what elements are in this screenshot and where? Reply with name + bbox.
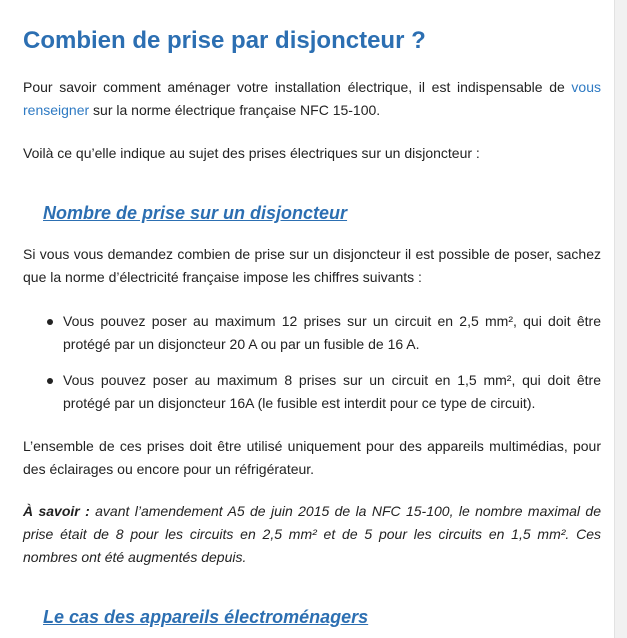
intro-text-after: sur la norme électrique française NFC 15-100. (89, 102, 381, 118)
note-text: avant l’amendement A5 de juin 2015 de la NFC 15-100, le nombre maximal de prise était de 8 pour les circuits en 2,5 mm² et de 5 pour les circuits en 1,5 mm². Ces nombres ont été augmentés depuis. (23, 503, 601, 565)
list-item-text: Vous pouvez poser au maximum 12 prises sur un circuit en 2,5 mm², qui doit être protégé par un disjoncteur 20 A ou par un fusible de 16 A. (63, 313, 601, 352)
note-label: À savoir : (23, 503, 90, 519)
renseigner-link[interactable]: vous renseigner (23, 79, 601, 118)
list-item-text: Vous pouvez poser au maximum 8 prises sur un circuit en 1,5 mm², qui doit être protégé par un disjoncteur 16A (le fusible est interdit pour ce type de circuit). (63, 372, 601, 411)
section1-paragraph: Si vous vous demandez combien de prise sur un disjoncteur il est possible de poser, sachez que la norme d’électricité française impose les chiffres suivants : (23, 246, 601, 285)
note-paragraph (23, 500, 601, 569)
section-heading-electromenagers[interactable]: Le cas des appareils électroménagers (43, 607, 369, 627)
lead-paragraph: Voilà ce qu’elle indique au sujet des prises électriques sur un disjoncteur : (23, 145, 480, 161)
usage-paragraph: L’ensemble de ces prises doit être utilisé uniquement pour des appareils multimédias, pour des éclairages ou encore pour un réfrigérateur. (23, 438, 601, 477)
intro-paragraph (23, 76, 601, 122)
intro-text-before: Pour savoir comment aménager votre installation électrique, il est indispensable de (23, 79, 572, 95)
list-item (48, 310, 601, 356)
bullet-icon (47, 319, 53, 325)
list-item (48, 369, 601, 415)
page-edge (614, 0, 627, 638)
section-heading-nombre-de-prise[interactable]: Nombre de prise sur un disjoncteur (43, 203, 348, 223)
bullet-icon (47, 378, 53, 384)
page-title: Combien de prise par disjoncteur ? (23, 27, 426, 54)
